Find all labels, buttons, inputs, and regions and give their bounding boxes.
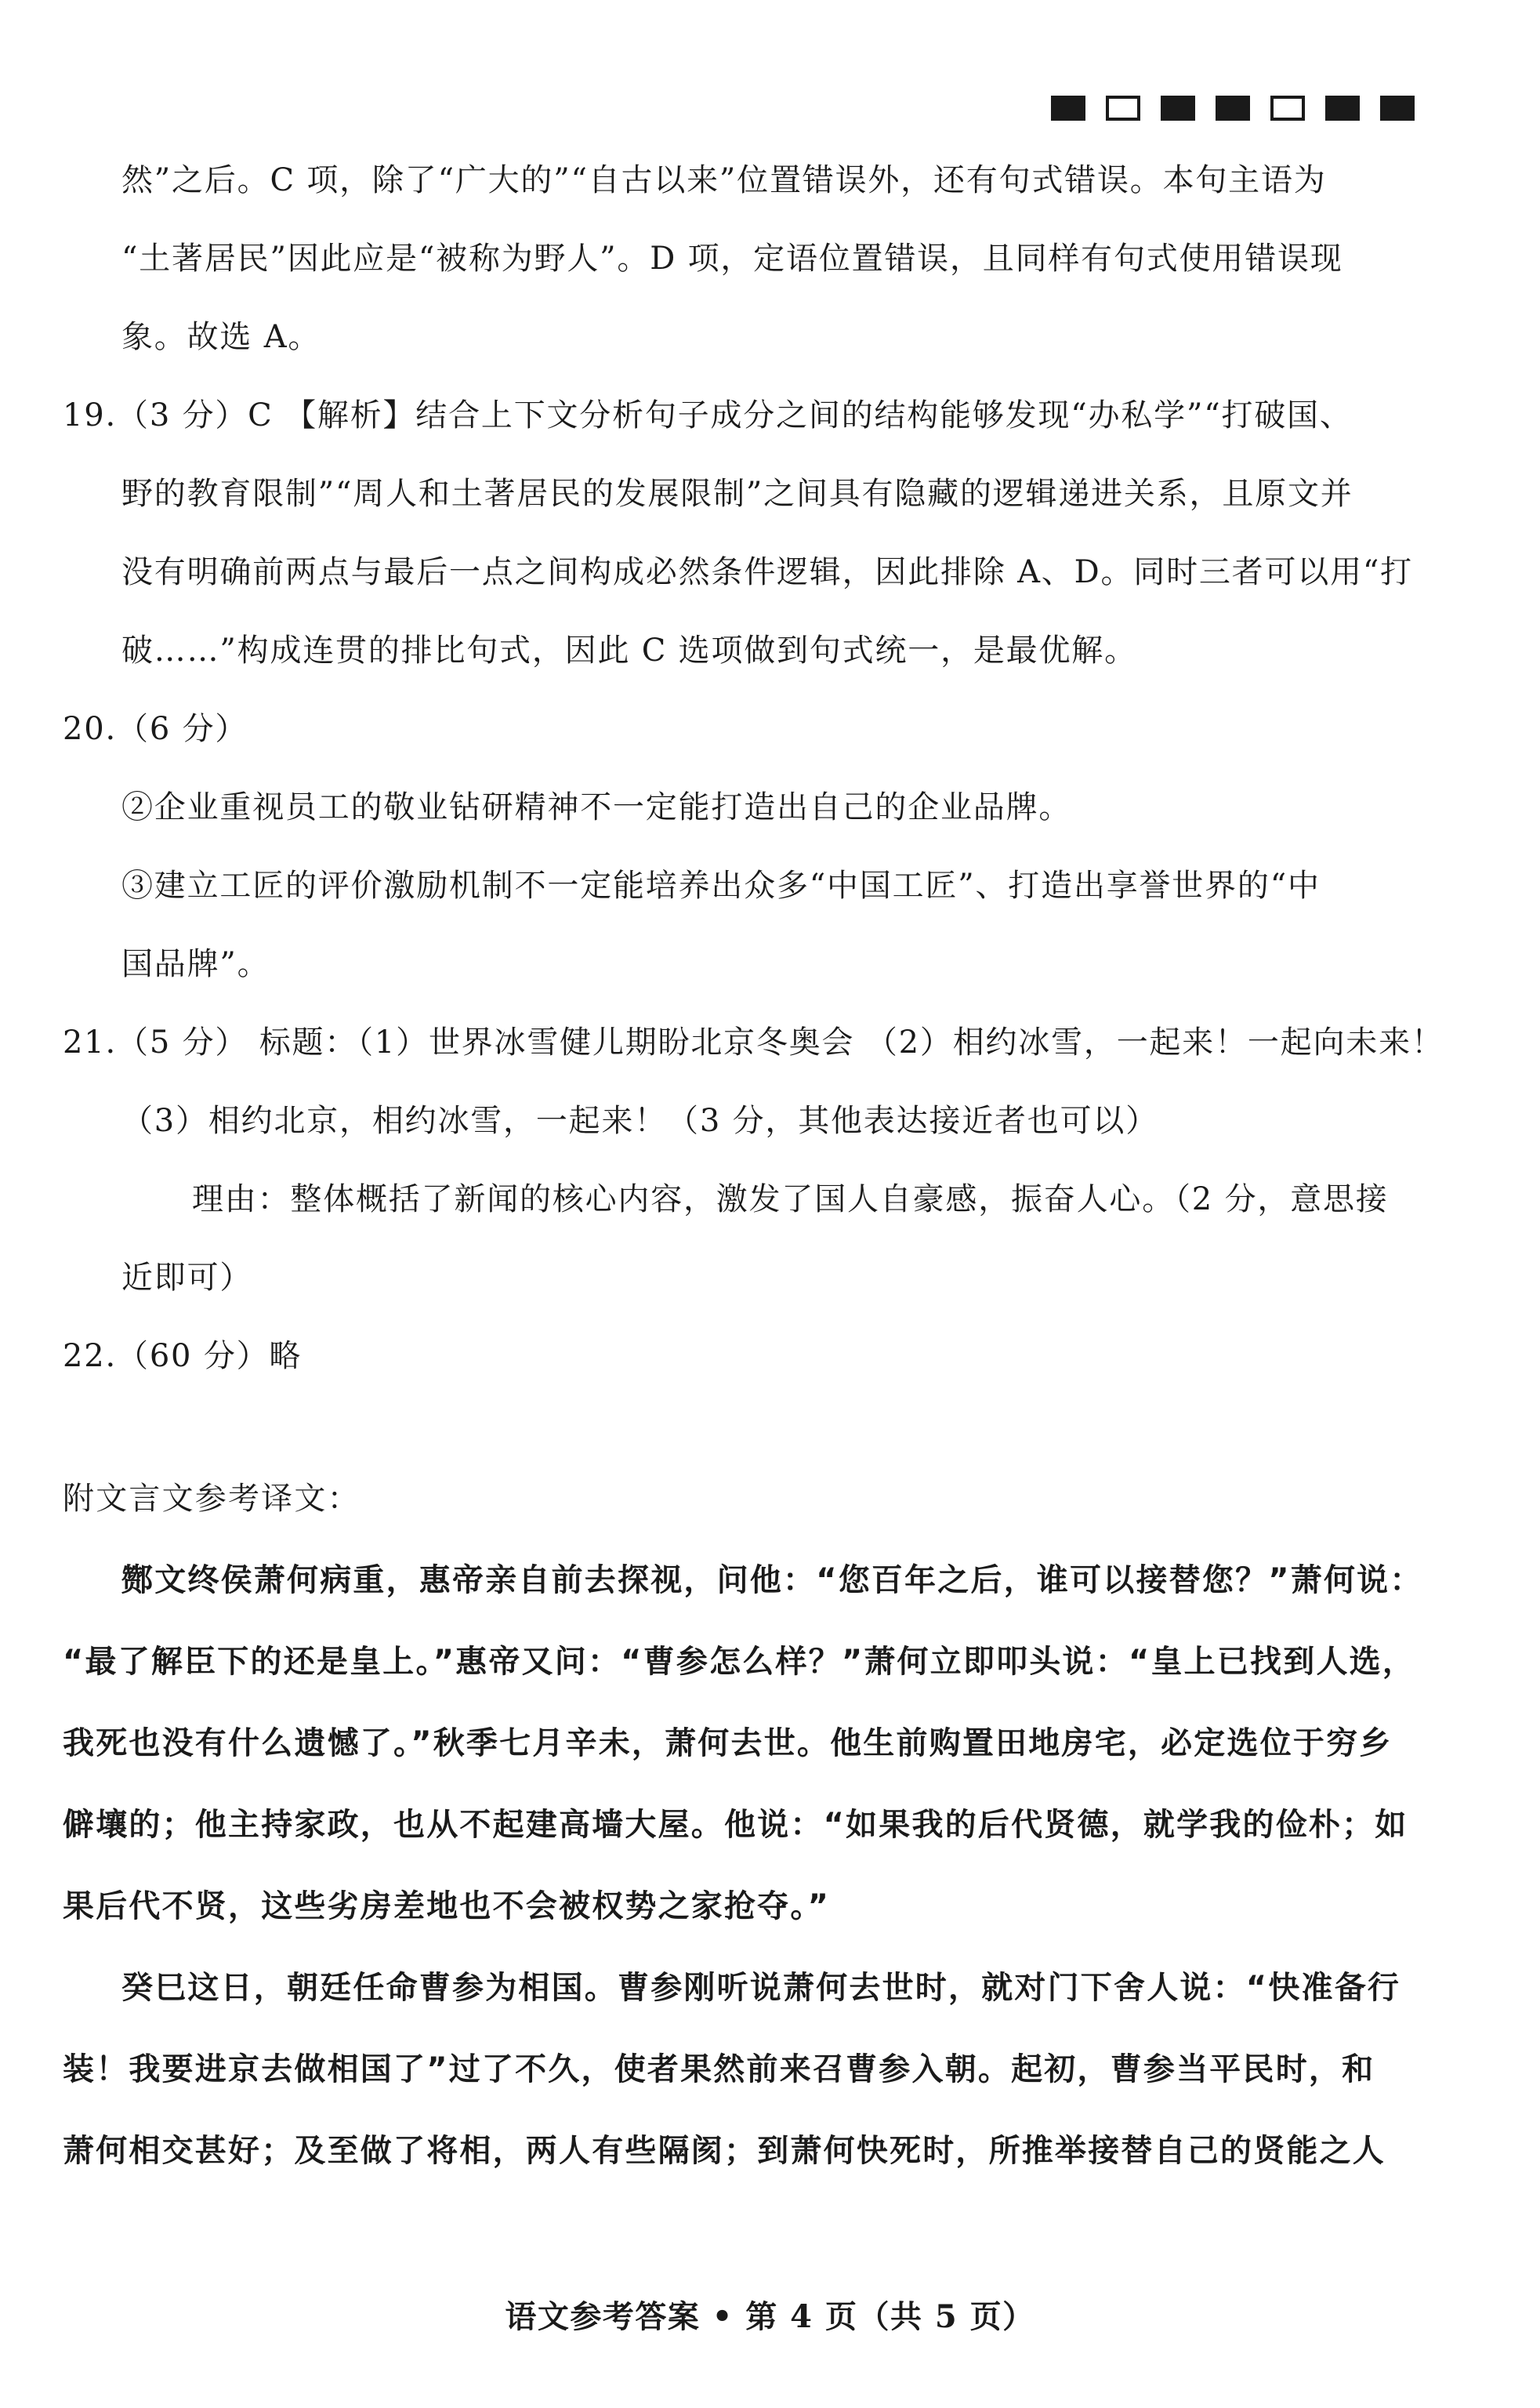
marker-square-filled [1216, 96, 1250, 121]
q19-line: 破……”构成连贯的排比句式，因此 C 选项做到句式统一，是最优解。 [121, 633, 1137, 669]
translation-para2-line: 装！我要进京去做相国了”过了不久，使者果然前来召曹参入朝。起初，曹参当平民时，和 [63, 2051, 1375, 2087]
section-spacer [63, 1395, 1477, 1458]
q21-line: 21.（5 分） 标题：（1）世界冰雪健儿期盼北京冬奥会 （2）相约冰雪，一起来！一起向未来！ [63, 1024, 1444, 1061]
translation-heading: 附文言文参考译文： [63, 1481, 361, 1517]
q18-line: 象。故选 A。 [121, 319, 321, 355]
translation-section [63, 1458, 1477, 2192]
answers-section [63, 141, 1477, 2192]
translation-para2-line: 萧何相交甚好；及至做了将相，两人有些隔阂；到萧何快死时，所推举接替自己的贤能之人 [63, 2133, 1386, 2169]
translation-para1-line: 我死也没有什么遗憾了。”秋季七月辛未，萧何去世。他生前购置田地房宅，必定选位于穷乡 [63, 1725, 1393, 1761]
page-footer: 语文参考答案 • 第 4 页（共 5 页） [505, 2298, 1035, 2335]
translation-para1-line: 果后代不贤，这些劣房差地也不会被权势之家抢夺。” [63, 1888, 831, 1924]
q22-line: 22.（60 分）略 [63, 1338, 303, 1374]
q18-line: 然”之后。C 项，除了“广大的”“自古以来”位置错误外，还有句式错误。本句主语为 [121, 162, 1327, 198]
marker-square-open [1270, 96, 1305, 121]
q21-reason-line: 理由：整体概括了新闻的核心内容，激发了国人自豪感，振奋人心。（2 分，意思接 [192, 1181, 1389, 1217]
page-marker-squares [1051, 96, 1415, 121]
q19-line: 没有明确前两点与最后一点之间构成必然条件逻辑，因此排除 A、D。同时三者可以用“打 [121, 554, 1413, 590]
marker-square-filled [1325, 96, 1360, 121]
marker-square-filled [1380, 96, 1415, 121]
marker-square-filled [1161, 96, 1195, 121]
q21-reason-line: 近即可） [121, 1260, 253, 1296]
q20-line: ③建立工匠的评价激励机制不一定能培养出众多“中国工匠”、打造出享誉世界的“中 [121, 868, 1321, 904]
q20-line: ②企业重视员工的敬业钻研精神不一定能打造出自己的企业品牌。 [121, 789, 1072, 825]
marker-square-open [1106, 96, 1140, 121]
q21-line: （3）相约北京，相约冰雪，一起来！（3 分，其他表达接近者也可以） [121, 1103, 1159, 1139]
translation-para1-line: 僻壤的；他主持家政，也从不起建高墙大屋。他说：“如果我的后代贤德，就学我的俭朴；如 [63, 1807, 1408, 1843]
q20-line: 国品牌”。 [121, 946, 270, 982]
marker-square-filled [1051, 96, 1085, 121]
translation-para1-line: “最了解臣下的还是皇上。”惠帝又问：“曹参怎么样？”萧何立即叩头说：“皇上已找到人选， [63, 1644, 1416, 1680]
translation-para2-line: 癸巳这日，朝廷任命曹参为相国。曹参刚听说萧何去世时，就对门下舍人说：“快准备行 [121, 1970, 1401, 2006]
q18-line: “土著居民”因此应是“被称为野人”。D 项，定语位置错误，且同样有句式使用错误现 [121, 241, 1343, 277]
q19-line: 野的教育限制”“周人和土著居民的发展限制”之间具有隐藏的逻辑递进关系，且原文并 [121, 476, 1353, 512]
translation-para1-line: 酂文终侯萧何病重，惠帝亲自前去探视，问他：“您百年之后，谁可以接替您？”萧何说： [121, 1562, 1423, 1598]
q20-title: 20.（6 分） [63, 711, 248, 747]
q19-line: 19.（3 分）C 【解析】结合上下文分析句子成分之间的结构能够发现“办私学”“打破国、 [63, 397, 1353, 433]
